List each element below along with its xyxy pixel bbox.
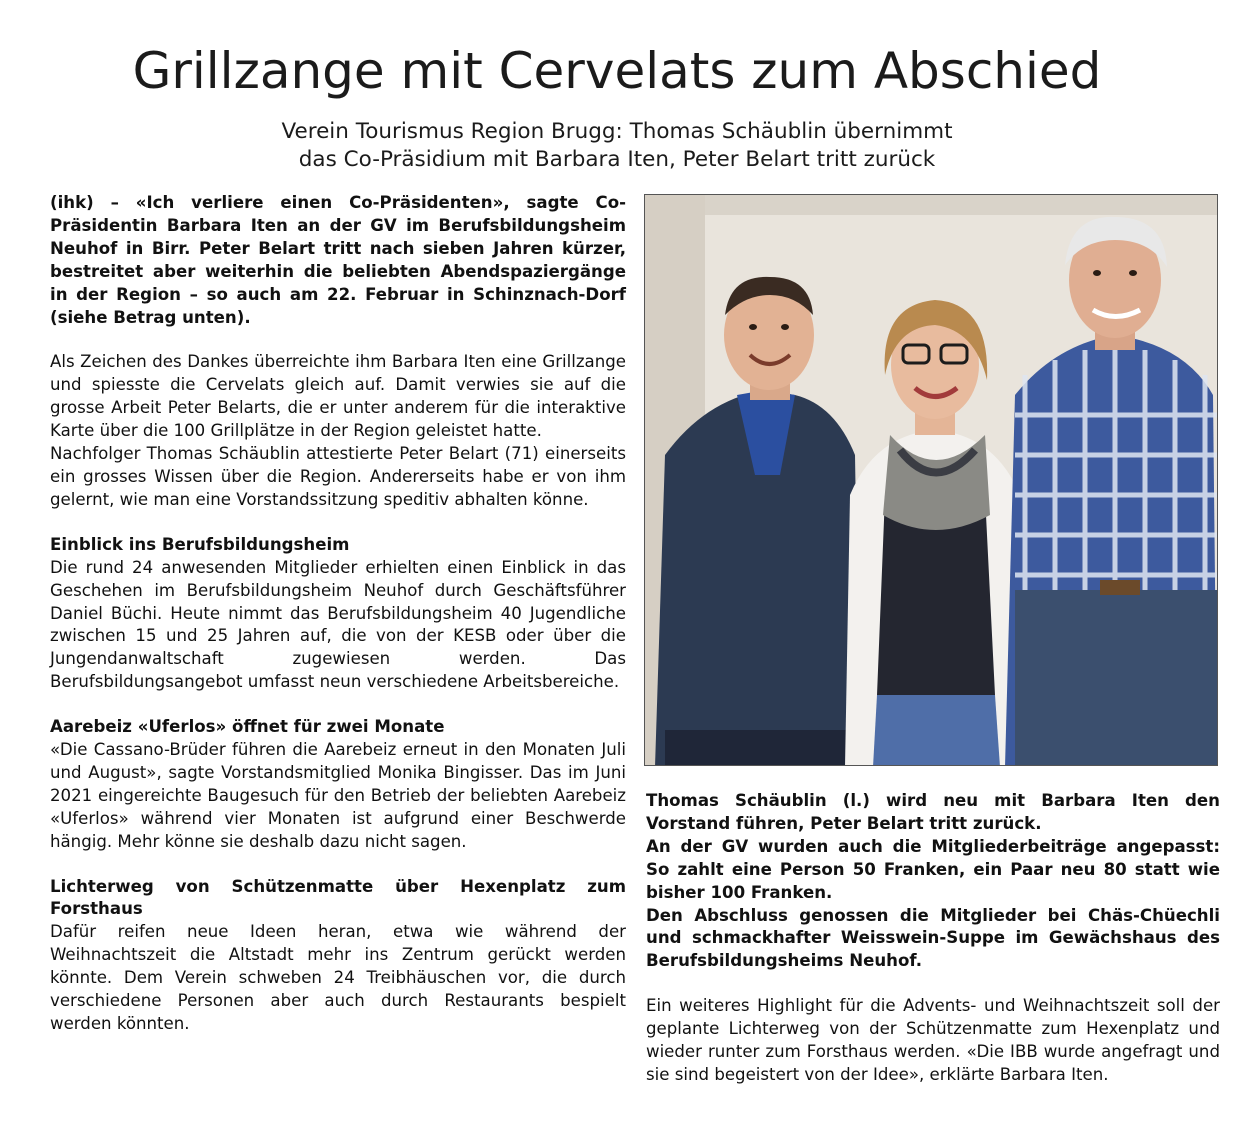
subtitle-line-1: Verein Tourismus Region Brugg: Thomas Schäublin übernimmt	[281, 119, 953, 144]
body-paragraph-2: Nachfolger Thomas Schäublin attestierte Peter Belart (71) einerseits ein grosses Wissen über die Region. Andererseits habe er von ihm gelernt, wie man eine Vorstandssitzung speditiv abhalten könne.	[50, 444, 626, 509]
bold-paragraph-abschluss: Den Abschluss genossen die Mitglieder bei Chäs-Chüechli und schmackhafter Weisswein-Suppe im Gewächshaus des Berufsbildungsheims Neuhof.	[646, 905, 1220, 971]
section-text-lichterweg: Dafür reifen neue Ideen heran, etwa wie während der Weihnachtszeit die Altstadt mehr ins Zentrum gerückt werden könnte. Dem Verein schweben 24 Treibhäuschen vor, die durch verschiedene Personen aber auch durch Restaurants bespielt werden könnten.	[50, 922, 626, 1033]
subtitle	[0, 118, 1234, 174]
photo-caption: Thomas Schäublin (l.) wird neu mit Barbara Iten den Vorstand führen, Peter Belart tritt zurück.	[646, 791, 1220, 833]
bold-paragraph-beitraege: An der GV wurden auch die Mitgliederbeiträge angepasst: So zahlt eine Person 50 Franken, ein Paar neu 80 statt wie bisher 100 Franken.	[646, 836, 1220, 902]
section-text-aarebeiz: «Die Cassano-Brüder führen die Aarebeiz erneut in den Monaten Juli und August», sagte Vorstandsmitglied Monika Bingisser. Das im Juni 2021 eingereichte Baugesuch für den Betrieb der beliebten Aarebeiz «Uferlos» während vier Monaten ist aufgrund einer Beschwerde hängig. Mehr könne sie deshalb dazu nicht sagen.	[50, 740, 626, 851]
section-heading-lichterweg: Lichterweg von Schützenmatte über Hexenplatz zum Forsthaus	[50, 876, 626, 919]
section-heading-aarebeiz: Aarebeiz «Uferlos» öffnet für zwei Monate	[50, 717, 445, 737]
lead-paragraph: (ihk) – «Ich verliere einen Co-Präsidenten», sagte Co-Präsidentin Barbara Iten an der GV im Berufsbildungsheim Neuhof in Birr. Peter Belart tritt nach sieben Jahren kürzer, bestreitet aber weiterhin die beliebten Abendspaziergänge in der Region – so auch am 22. Februar in Schinznach-Dorf (siehe Betrag unten).	[50, 193, 626, 327]
right-column	[646, 790, 1220, 1087]
section-text-berufsbildungsheim: Die rund 24 anwesenden Mitglieder erhielten einen Einblick in das Geschehen im Berufsbildungsheim Neuhof durch Geschäftsführer Daniel Büchi. Heute nimmt das Berufsbildungsheim 40 Jugendliche zwischen 15 und 25 Jahren auf, die von der KESB oder über die Jungendanwaltschaft zugewiesen werden. Das Berufsbildungsangebot umfasst neun verschiedene Arbeitsbereiche.	[50, 557, 626, 692]
article-photo	[644, 194, 1218, 766]
subtitle-line-2: das Co-Präsidium mit Barbara Iten, Peter Belart tritt zurück	[298, 147, 936, 172]
closing-paragraph: Ein weiteres Highlight für die Advents- und Weihnachtszeit soll der geplante Lichterweg von der Schützenmatte zum Hexenplatz und wieder runter zum Forsthaus werden. «Die IBB wurde angefragt und sie sind begeistert von der Idee», erklärte Barbara Iten.	[646, 996, 1220, 1084]
section-heading-berufsbildungsheim: Einblick ins Berufsbildungsheim	[50, 534, 350, 554]
left-column	[50, 192, 626, 1036]
body-paragraph-1: Als Zeichen des Dankes überreichte ihm Barbara Iten eine Grillzange und spiesste die Cervelats gleich auf. Damit verwies sie auf die grosse Arbeit Peter Belarts, die er unter anderem für die interaktive Karte über die 100 Grillplätze in der Region geleistet hatte.	[50, 352, 626, 441]
headline: Grillzange mit Cervelats zum Abschied	[132, 42, 1102, 100]
